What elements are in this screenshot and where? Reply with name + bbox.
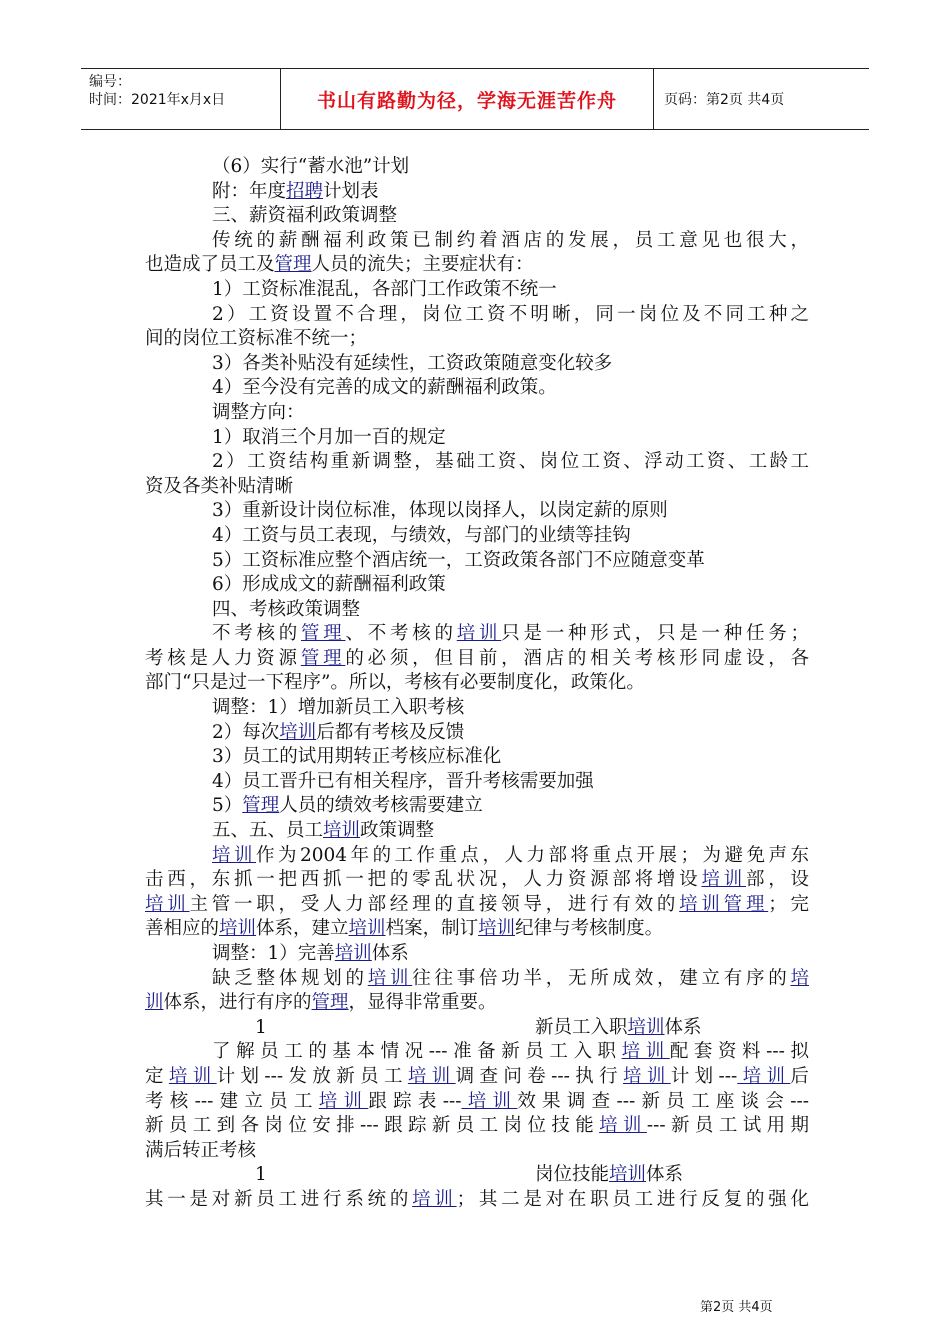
text-span: 不考核的 [212,623,301,645]
text-line [145,1090,809,1115]
text-line [145,303,809,328]
text-span: 部，设 [745,869,809,891]
text-span: 考核是人力资源 [145,647,301,669]
keyword-link[interactable]: 培训 [701,869,746,891]
text-span: 4）至今没有完善的成文的薪酬福利政策。 [212,377,557,399]
text-line [145,1040,809,1065]
text-line [145,794,809,819]
text-span: 新员工到各岗位安排---跟踪新员工岗位技能 [145,1115,600,1137]
text-line [145,991,809,1016]
text-span: 6）形成成文的薪酬福利政策 [212,574,446,596]
keyword-link[interactable]: 管理 [300,647,346,669]
text-span: 5）工资标准应整个酒店统一，工资政策各部门不应随意变革 [212,549,705,571]
keyword-link[interactable]: 管理 [311,992,349,1014]
list-number: 1 [255,1164,267,1186]
text-span: 考核---建立员工 [145,1090,319,1112]
text-span: 也造成了员工及 [145,254,275,276]
text-span: 岗位技能 [535,1164,610,1186]
text-line [145,204,809,229]
text-span: ；其二是对在职员工进行反复的强化 [456,1188,809,1210]
text-span: 档案，制订 [385,918,479,940]
keyword-link[interactable]: 培训管理 [679,893,769,915]
text-span: 配套资料---拟 [669,1041,809,1063]
keyword-link[interactable]: 训 [145,992,164,1014]
keyword-link[interactable]: 培训 [412,1188,457,1210]
text-span: 间的岗位工资标准不统一； [145,328,368,350]
keyword-link[interactable]: 培训 [219,918,257,940]
keyword-link[interactable]: 培训 [621,1041,670,1063]
text-line [145,622,809,647]
keyword-link[interactable]: 培训 [212,844,256,866]
text-span: 四、考核政策调整 [212,598,361,620]
text-line [145,524,809,549]
keyword-link[interactable]: 培训 [334,943,372,964]
text-span: 跟踪表--- [368,1090,462,1112]
text-line [145,573,809,598]
keyword-link[interactable]: 培训 [609,1164,647,1186]
text-span: 只是一种形式，只是一种任务； [501,623,809,645]
text-span: 3）各类补贴没有延续性，工资政策随意变化较多 [212,352,613,374]
text-span: 体系 [646,1164,684,1186]
page-header [81,68,869,130]
text-span: 、不考核的 [345,623,457,645]
text-span: 定 [145,1065,169,1087]
text-line [145,868,809,893]
text-span: 5） [212,795,243,817]
list-number: 1 [255,1016,267,1038]
text-span: 计划表 [323,180,379,202]
text-span: 五、五、员工 [212,820,324,842]
text-line [145,647,809,672]
text-line [145,696,809,721]
page-footer: 第2页 共4页 [700,1300,773,1315]
text-span: 新员工入职 [535,1016,628,1038]
text-line [145,1139,809,1164]
text-span: ---新员工试用期 [646,1115,809,1137]
text-line [145,770,809,795]
text-span: 政策调整 [360,820,435,842]
text-line [145,499,809,524]
text-span: 人员的绩效考核需要建立 [279,795,483,817]
text-line [145,450,809,475]
keyword-link[interactable]: 培训 [456,623,502,645]
text-line [145,155,809,180]
text-line [145,819,809,844]
keyword-link[interactable]: 培训 [323,820,361,842]
keyword-link[interactable]: 培训 [407,1065,456,1087]
text-line [145,1016,809,1041]
text-span: 体系 [371,943,409,964]
keyword-link[interactable]: 培训 [599,1115,647,1137]
text-span: 调查问卷---执行 [455,1065,623,1087]
keyword-link[interactable]: 培训 [367,967,413,989]
keyword-link[interactable]: 培训 [279,721,317,743]
text-line [145,598,809,623]
text-line [145,942,809,967]
text-line [145,229,809,254]
text-line [145,253,809,278]
header-meta [81,69,281,129]
text-line [145,967,809,992]
keyword-link[interactable]: 培训 [478,918,516,940]
document-body [145,155,809,1213]
text-span: 3）员工的试用期转正考核应标准化 [212,746,502,768]
keyword-link[interactable]: 培 [790,967,809,989]
text-span: ，显得非常重要。 [348,992,497,1014]
text-span: 效果调查---新员工座谈会--- [517,1090,809,1112]
text-line [145,917,809,942]
text-span: 计划--- [670,1065,738,1087]
document-number: 编号： [89,74,131,90]
text-span: ；完 [768,893,809,915]
text-span: 2）工资结构重新调整，基础工资、岗位工资、浮动工资、工龄工 [212,451,809,473]
text-span: （6）实行“蓄水池”计划 [212,156,410,177]
text-line [145,475,809,500]
text-span: 了解员工的基本情况---准备新员工入职 [212,1041,622,1063]
text-span: 资及各类补贴清晰 [145,475,294,497]
text-span: 纪律与考核制度。 [515,918,664,940]
text-line [145,745,809,770]
text-line [145,376,809,401]
text-span: 缺乏整体规划的 [212,967,368,989]
text-span: 往往事倍功半，无所成效，建立有序的 [412,967,791,989]
text-line [145,327,809,352]
text-span: 主管一职，受人力部经理的直接领导，进行有效的 [189,893,680,915]
text-span: 满后转正考核 [145,1139,257,1161]
text-span: 附：年度 [212,180,287,202]
text-line [145,180,809,205]
text-line [145,844,809,869]
keyword-link[interactable]: 培训 [461,1090,518,1112]
keyword-link[interactable]: 培训 [145,893,190,915]
keyword-link[interactable]: 培训 [623,1065,671,1087]
text-span: 体系，进行有序的 [163,992,312,1014]
text-line [145,278,809,303]
text-span: 后都有考核及反馈 [316,721,465,743]
text-line [145,671,809,696]
text-line [145,893,809,918]
keyword-link[interactable]: 管理 [274,254,312,276]
text-line [145,1163,809,1188]
text-span: 后 [790,1065,809,1087]
text-span: 体系，建立 [256,918,349,940]
keyword-link[interactable]: 培训 [627,1016,665,1038]
keyword-link[interactable]: 招聘 [286,180,324,202]
text-span: 4）工资与员工表现，与绩效，与部门的业绩等挂钩 [212,524,631,546]
text-span: 2）每次 [212,721,280,743]
text-span: 善相应的 [145,918,220,940]
document-date: 时间：2021年x月x日 [89,92,226,108]
text-line [145,549,809,574]
text-span: 调整方向： [212,401,305,423]
text-span: 人员的流失；主要症状有： [311,254,534,276]
keyword-link[interactable]: 培训 [348,918,386,940]
text-span: 2）工资设置不合理，岗位工资不明晰，同一岗位及不同工种之 [212,303,809,325]
text-span: 的必须，但目前，酒店的相关考核形同虚设，各 [345,647,809,669]
text-span: 击西，东抓一把西抓一把的零乱状况，人力资源部将增设 [145,869,702,891]
text-line [145,1065,809,1090]
keyword-link[interactable]: 管理 [301,623,346,645]
text-line [145,721,809,746]
header-motto: 书山有路勤为径，学海无涯苦作舟 [281,69,654,129]
text-span: 传统的薪酬福利政策已制约着酒店的发展，员工意见也很大， [212,229,809,251]
text-span: 作为2004年的工作重点，人力部将重点开展；为避免声东 [256,844,809,866]
text-span: 4）员工晋升已有相关程序，晋升考核需要加强 [212,770,594,792]
keyword-link[interactable]: 培训 [318,1090,369,1112]
text-span: 调整：1）增加新员工入职考核 [212,697,465,719]
keyword-link[interactable]: 培训 [168,1065,217,1087]
text-span: 3）重新设计岗位标准，体现以岗择人，以岗定薪的原则 [212,500,668,522]
text-span: 体系 [664,1016,702,1038]
keyword-link[interactable]: 培训 [737,1065,791,1087]
text-line [145,352,809,377]
text-span: 调整：1）完善 [212,943,335,964]
text-span: 1）取消三个月加一百的规定 [212,426,446,448]
text-span: 1）工资标准混乱，各部门工作政策不统一 [212,278,557,300]
keyword-link[interactable]: 管理 [242,795,280,817]
text-span: 其一是对新员工进行系统的 [145,1188,413,1210]
text-span: 三、薪资福利政策调整 [212,205,398,227]
text-line [145,1114,809,1139]
text-span: 计划---发放新员工 [216,1065,408,1087]
text-line [145,426,809,451]
header-page-number: 页码：第2页 共4页 [664,92,785,108]
text-span: 部门“只是过一下程序”。所以，考核有必要制度化，政策化。 [145,672,645,694]
text-line [145,401,809,426]
text-line [145,1188,809,1213]
